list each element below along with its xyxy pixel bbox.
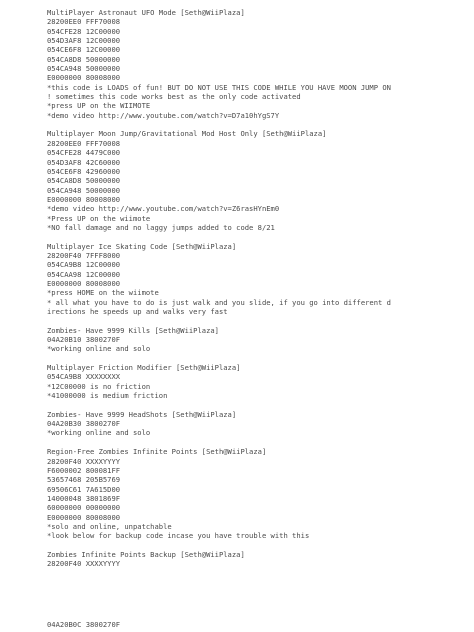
text-line: 14000048 3801869F bbox=[47, 493, 121, 503]
text-line: 054CE6F8 12C00000 bbox=[47, 45, 121, 55]
text-line: 054CAA98 12C00000 bbox=[47, 269, 121, 279]
text-line: *solo and online, unpatchable bbox=[47, 521, 172, 531]
text-line: 28200F40 XXXXYYYY bbox=[47, 559, 121, 569]
text-line: ! sometimes this code works best as the only code activated bbox=[47, 92, 301, 102]
text-line: 054D3AF8 12C00000 bbox=[47, 36, 121, 46]
text-line: E0000000 80008000 bbox=[47, 194, 121, 204]
text-line: 054CFE28 4479C000 bbox=[47, 148, 121, 158]
text-line: 054D3AF8 42C60000 bbox=[47, 157, 121, 167]
text-line: 054CFE28 12C00000 bbox=[47, 26, 121, 36]
text-line: *41000000 is medium friction bbox=[47, 391, 168, 401]
text-line: *demo video http://www.youtube.com/watch?v=Z6rasHYnEm0 bbox=[47, 204, 280, 214]
blank-line bbox=[47, 120, 467, 129]
text-line: *this code is LOADS of fun! BUT DO NOT USE THIS CODE WHILE YOU HAVE MOON JUMP ON bbox=[47, 82, 391, 92]
text-line: Multiplayer Moon Jump/Gravitational Mod Host Only [Seth@WiiPlaza] bbox=[47, 129, 327, 139]
text-line: 04A20B10 3800270F bbox=[47, 335, 121, 345]
text-line: *Press UP on the wiimote bbox=[47, 213, 151, 223]
blank-line bbox=[47, 400, 467, 409]
text-line: irections he speeds up and walks very fast bbox=[47, 307, 228, 316]
text-line: E0000000 80008000 bbox=[47, 73, 121, 83]
page-footer-code: 04A20B0C 3800270F bbox=[47, 620, 121, 629]
text-line: 69506C61 7A615D00 bbox=[47, 484, 121, 494]
text-line: Zombies- Have 9999 Kills [Seth@WiiPlaza] bbox=[47, 325, 219, 335]
text-line: *demo video http://www.youtube.com/watch?v=D7a10hYgS7Y bbox=[47, 110, 280, 120]
text-line: 28200EE0 FFF70008 bbox=[47, 17, 121, 27]
text-line: 28200F40 XXXXYYYY bbox=[47, 456, 121, 466]
text-line: *working online and solo bbox=[47, 428, 151, 438]
text-line: E0000000 80008000 bbox=[47, 278, 121, 288]
text-line: Multiplayer Ice Skating Code [Seth@WiiPlaza] bbox=[47, 241, 237, 251]
blank-line bbox=[47, 541, 467, 550]
text-line: *press UP on the WIIMOTE bbox=[47, 101, 151, 111]
text-line: 054CA948 50000000 bbox=[47, 64, 121, 74]
text-line: 054CA8D8 50000000 bbox=[47, 176, 121, 186]
text-line: 28200F40 7FFF8000 bbox=[47, 250, 121, 260]
text-line: F6000002 800081FF bbox=[47, 465, 121, 475]
text-line: *press HOME on the wiimote bbox=[47, 288, 159, 298]
text-line: 054CA9B8 12C00000 bbox=[47, 260, 121, 270]
blank-line bbox=[47, 316, 467, 325]
blank-line bbox=[47, 354, 467, 363]
text-line: 53657468 205B5769 bbox=[47, 475, 121, 485]
text-line: * all what you have to do is just walk and you slide, if you go into different d bbox=[47, 297, 391, 307]
blank-line bbox=[47, 438, 467, 447]
text-line: 04A20B30 3800270F bbox=[47, 419, 121, 429]
text-line: 054CA8D8 50000000 bbox=[47, 54, 121, 64]
text-line: *working online and solo bbox=[47, 344, 151, 354]
text-line: MultiPlayer Astronaut UFO Mode [Seth@WiiPlaza] bbox=[47, 8, 245, 17]
text-line: *12C00000 is no friction bbox=[47, 381, 151, 391]
text-line: *look below for backup code incase you have trouble with this bbox=[47, 531, 310, 541]
text-line: Zombies- Have 9999 HeadShots [Seth@WiiPlaza] bbox=[47, 409, 237, 419]
text-line: 60000000 00000000 bbox=[47, 503, 121, 513]
text-line: 054CE6F8 42960000 bbox=[47, 166, 121, 176]
text-line: *NO fall damage and no laggy jumps added to code 8/21 bbox=[47, 222, 275, 232]
text-line: 28200EE0 FFF70008 bbox=[47, 138, 121, 148]
text-line: Zombies Infinite Points Backup [Seth@WiiPlaza] bbox=[47, 549, 245, 559]
text-line: Region-Free Zombies Infinite Points [Seth@WiiPlaza] bbox=[47, 447, 267, 457]
text-line: Multiplayer Friction Modifier [Seth@WiiPlaza] bbox=[47, 363, 241, 373]
blank-line bbox=[47, 232, 467, 241]
text-line: 054CA9B8 XXXXXXXX bbox=[47, 372, 121, 382]
text-line: E0000000 80008000 bbox=[47, 512, 121, 522]
cheat-code-listing bbox=[47, 8, 467, 569]
text-line: 054CA948 50000000 bbox=[47, 185, 121, 195]
